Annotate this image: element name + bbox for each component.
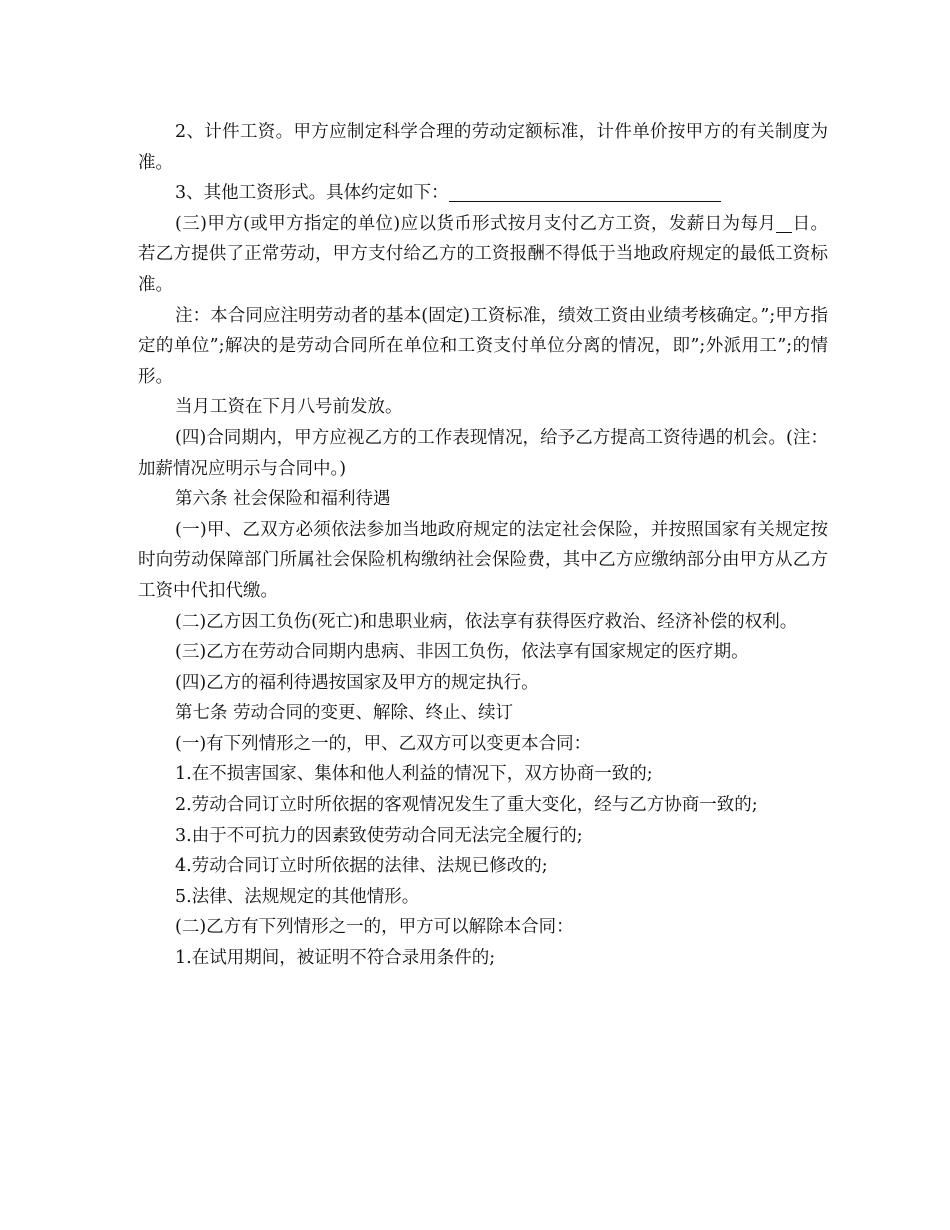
paragraph-change-conditions: (一)有下列情形之一的，甲、乙双方可以变更本合同： [175,733,592,754]
paragraph-social-insurance: (一)甲、乙双方必须依法参加当地政府规定的法定社会保险，并按照国家有关规定按时向劳动保障部门所属社会保险机构缴纳社会保险费，其中乙方应缴纳部分由甲方从乙方工资中代扣代缴。 [138,519,828,601]
document-body [138,117,828,974]
heading-article-6: 第六条 社会保险和福利待遇 [175,489,391,510]
paragraph-termination-conditions: (二)乙方有下列情形之一的，甲方可以解除本合同： [175,917,574,938]
paragraph-welfare: (四)乙方的福利待遇按国家及甲方的规定执行。 [175,672,539,693]
paragraph-payday [138,209,828,301]
payday-text-after: 日。若乙方提供了正常劳动，甲方支付给乙方的工资报酬不得低于当地政府规定的最低工资标准。 [138,213,829,295]
paragraph-piece-wage: 2、计件工资。甲方应制定科学合理的劳动定额标准，计件单价按甲方的有关制度为准。 [138,122,828,173]
other-wage-blank-line [449,181,721,202]
paragraph-medical-period: (三)乙方在劳动合同期内患病、非因工负伤，依法享有国家规定的医疗期。 [175,642,749,663]
payday-text-before: (三)甲方(或甲方指定的单位)应以货币形式按月支付乙方工资，发薪日为每月 [175,213,777,234]
list-item-change-2: 2.劳动合同订立时所依据的客观情况发生了重大变化，经与乙方协商一致的; [175,795,758,816]
list-item-change-5: 5.法律、法规规定的其他情形。 [175,886,420,907]
list-item-change-3: 3.由于不可抗力的因素致使劳动合同无法完全履行的; [175,825,583,846]
list-item-change-4: 4.劳动合同订立时所依据的法律、法规已修改的; [175,856,548,877]
paragraph-note-wage: 注：本合同应注明劳动者的基本(固定)工资标准，绩效工资由业绩考核确定。”;甲方指定的单位”;解决的是劳动合同所在单位和工资支付单位分离的情况，即”;外派用工”;的情形。 [138,305,828,387]
paragraph-raise: (四)合同期内，甲方应视乙方的工作表现情况，给予乙方提高工资待遇的机会。(注：加薪情况应明示与合同中。) [138,427,828,479]
list-item-termination-1: 1.在试用期间，被证明不符合录用条件的; [175,948,496,969]
payday-blank-line [776,212,792,233]
paragraph-work-injury: (二)乙方因工负伤(死亡)和患职业病，依法享有获得医疗救治、经济补偿的权利。 [175,611,798,632]
list-item-change-1: 1.在不损害国家、集体和他人利益的情况下，双方协商一致的; [175,764,653,785]
paragraph-other-wage [138,178,828,209]
other-wage-text: 3、其他工资形式。具体约定如下： [175,183,449,204]
heading-article-7: 第七条 劳动合同的变更、解除、终止、续订 [175,703,514,724]
paragraph-pay-date: 当月工资在下月八号前发放。 [175,397,403,418]
